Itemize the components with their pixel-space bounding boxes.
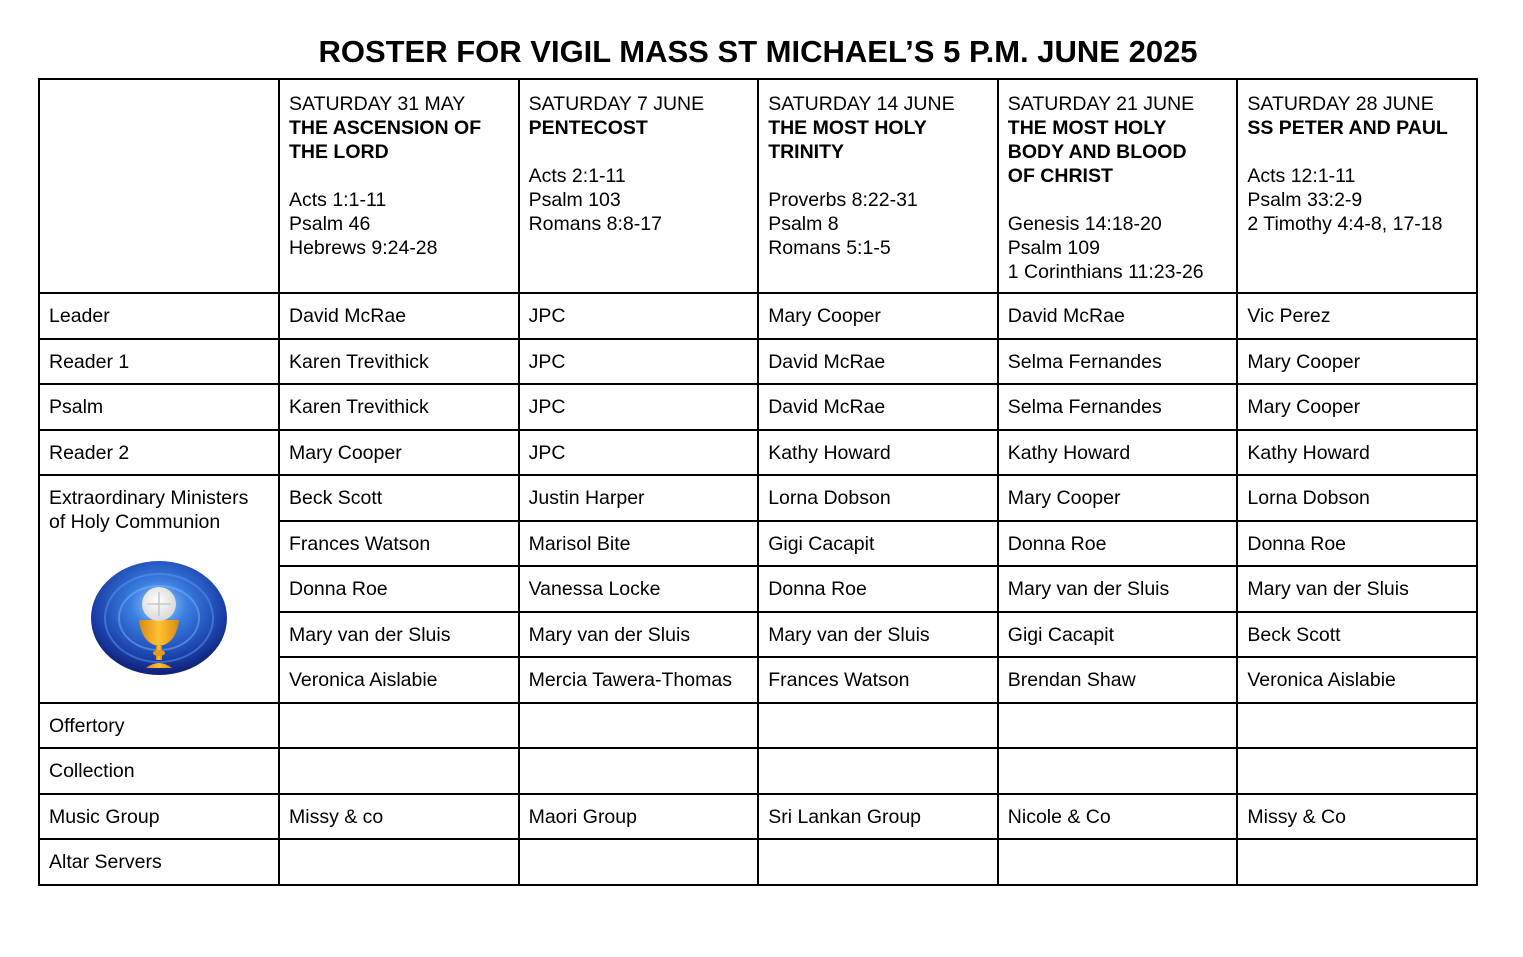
roster-cell (519, 703, 759, 749)
roster-cell: Mary Cooper (1237, 384, 1477, 430)
roster-cell: JPC (519, 339, 759, 385)
roster-cell: Donna Roe (758, 566, 998, 612)
roster-cell (998, 703, 1238, 749)
page-title: ROSTER FOR VIGIL MASS ST MICHAEL’S 5 P.M. JUNE 2025 (318, 34, 1198, 69)
role-label: Collection (39, 748, 279, 794)
roster-cell: Beck Scott (279, 475, 519, 521)
reading-ref: Acts 12:1-11 (1247, 165, 1356, 187)
corner-cell (39, 79, 279, 293)
reading-ref: Psalm 8 (768, 213, 839, 235)
roster-cell: Mary Cooper (998, 475, 1238, 521)
feast-name: THE MOST HOLY (1007, 117, 1167, 139)
roster-cell: Gigi Cacapit (998, 612, 1238, 658)
roster-cell: Nicole & Co (998, 794, 1238, 840)
roster-cell: Mary van der Sluis (1237, 566, 1477, 612)
date-column-header (758, 79, 998, 293)
date-column-header (279, 79, 519, 293)
roster-cell (1237, 748, 1477, 794)
roster-cell (758, 839, 998, 885)
roster-row-altar-servers (39, 839, 1477, 885)
roster-cell: Frances Watson (758, 657, 998, 703)
role-label-line: of Holy Communion (49, 511, 221, 533)
roster-row-offertory (39, 703, 1477, 749)
roster-row-reader1 (39, 339, 1477, 385)
feast-name: PENTECOST (528, 117, 648, 139)
roster-cell: Gigi Cacapit (758, 521, 998, 567)
roster-cell: JPC (519, 384, 759, 430)
feast-name: THE LORD (289, 141, 389, 163)
reading-ref: Acts 1:1-11 (289, 189, 387, 211)
mass-date: SATURDAY 31 MAY (289, 93, 466, 115)
roster-cell (998, 839, 1238, 885)
roster-cell: Lorna Dobson (1237, 475, 1477, 521)
date-column-header (519, 79, 759, 293)
roster-cell: David McRae (758, 339, 998, 385)
roster-cell (279, 703, 519, 749)
roster-cell: Missy & Co (1237, 794, 1477, 840)
roster-cell: Kathy Howard (998, 430, 1238, 476)
reading-ref: Psalm 33:2-9 (1247, 189, 1363, 211)
roster-cell: Karen Trevithick (279, 384, 519, 430)
reading-ref: Hebrews 9:24-28 (289, 237, 438, 259)
roster-cell: Donna Roe (1237, 521, 1477, 567)
roster-cell: JPC (519, 293, 759, 339)
roster-cell: Mary Cooper (279, 430, 519, 476)
reading-ref: Genesis 14:18-20 (1007, 213, 1162, 235)
feast-name: OF CHRIST (1007, 165, 1113, 187)
roster-cell: JPC (519, 430, 759, 476)
roster-cell: Mary Cooper (758, 293, 998, 339)
roster-cell (279, 839, 519, 885)
reading-ref: Psalm 109 (1007, 237, 1100, 259)
roster-cell: Justin Harper (519, 475, 759, 521)
date-column-header (1237, 79, 1477, 293)
roster-cell: Brendan Shaw (998, 657, 1238, 703)
roster-cell (1237, 703, 1477, 749)
reading-ref: 1 Corinthians 11:23-26 (1007, 261, 1204, 283)
feast-name: THE MOST HOLY (768, 117, 927, 139)
roster-cell (279, 748, 519, 794)
roster-cell: Karen Trevithick (279, 339, 519, 385)
roster-cell: David McRae (279, 293, 519, 339)
role-label-line: Extraordinary Ministers (49, 487, 249, 509)
reading-ref: Romans 5:1-5 (768, 237, 891, 259)
roster-cell: Veronica Aislabie (1237, 657, 1477, 703)
roster-row-emhc (39, 475, 1477, 521)
roster-cell (998, 748, 1238, 794)
roster-cell: Marisol Bite (519, 521, 759, 567)
reading-ref: Psalm 46 (289, 213, 371, 235)
roster-cell: Vanessa Locke (519, 566, 759, 612)
mass-date: SATURDAY 14 JUNE (768, 93, 955, 115)
roster-cell: Mary Cooper (1237, 339, 1477, 385)
roster-cell (519, 839, 759, 885)
feast-name: THE ASCENSION OF (289, 117, 482, 139)
roster-cell: Mercia Tawera-Thomas (519, 657, 759, 703)
reading-ref: 2 Timothy 4:4-8, 17-18 (1247, 213, 1443, 235)
roster-cell (758, 748, 998, 794)
reading-ref: Psalm 103 (528, 189, 621, 211)
role-label: Altar Servers (39, 839, 279, 885)
roster-cell (758, 703, 998, 749)
roster-cell: Donna Roe (998, 521, 1238, 567)
roster-cell: Selma Fernandes (998, 339, 1238, 385)
roster-cell: Selma Fernandes (998, 384, 1238, 430)
roster-cell: Donna Roe (279, 566, 519, 612)
roster-cell: Lorna Dobson (758, 475, 998, 521)
roster-cell: Kathy Howard (758, 430, 998, 476)
roster-row-music (39, 794, 1477, 840)
roster-cell: David McRae (998, 293, 1238, 339)
roster-cell: Vic Perez (1237, 293, 1477, 339)
roster-cell (1237, 839, 1477, 885)
roster-row-psalm (39, 384, 1477, 430)
role-label: Reader 1 (39, 339, 279, 385)
roster-cell: Mary van der Sluis (279, 612, 519, 658)
roster-cell (519, 748, 759, 794)
feast-name: BODY AND BLOOD (1007, 141, 1187, 163)
feast-name: TRINITY (768, 141, 845, 163)
roster-cell: David McRae (758, 384, 998, 430)
reading-ref: Romans 8:8-17 (528, 213, 662, 235)
mass-date: SATURDAY 28 JUNE (1247, 93, 1434, 115)
roster-cell: Sri Lankan Group (758, 794, 998, 840)
chalice-host-icon (90, 560, 228, 676)
roster-cell: Mary van der Sluis (519, 612, 759, 658)
role-label: Offertory (39, 703, 279, 749)
reading-ref: Acts 2:1-11 (528, 165, 626, 187)
roster-row-leader (39, 293, 1477, 339)
role-label: Reader 2 (39, 430, 279, 476)
mass-date: SATURDAY 7 JUNE (528, 93, 705, 115)
roster-row-reader2 (39, 430, 1477, 476)
roster-cell: Maori Group (519, 794, 759, 840)
role-label-emhc (39, 475, 279, 703)
mass-date: SATURDAY 21 JUNE (1007, 93, 1195, 115)
roster-cell: Mary van der Sluis (998, 566, 1238, 612)
roster-row-collection (39, 748, 1477, 794)
feast-name: SS PETER AND PAUL (1247, 117, 1448, 139)
role-label: Leader (39, 293, 279, 339)
roster-cell: Frances Watson (279, 521, 519, 567)
roster-cell: Missy & co (279, 794, 519, 840)
role-label: Music Group (39, 794, 279, 840)
role-label: Psalm (39, 384, 279, 430)
roster-table (38, 78, 1478, 886)
roster-cell: Beck Scott (1237, 612, 1477, 658)
date-column-header (998, 79, 1238, 293)
reading-ref: Proverbs 8:22-31 (768, 189, 918, 211)
roster-cell: Mary van der Sluis (758, 612, 998, 658)
header-row (39, 79, 1477, 293)
roster-cell: Veronica Aislabie (279, 657, 519, 703)
roster-cell: Kathy Howard (1237, 430, 1477, 476)
